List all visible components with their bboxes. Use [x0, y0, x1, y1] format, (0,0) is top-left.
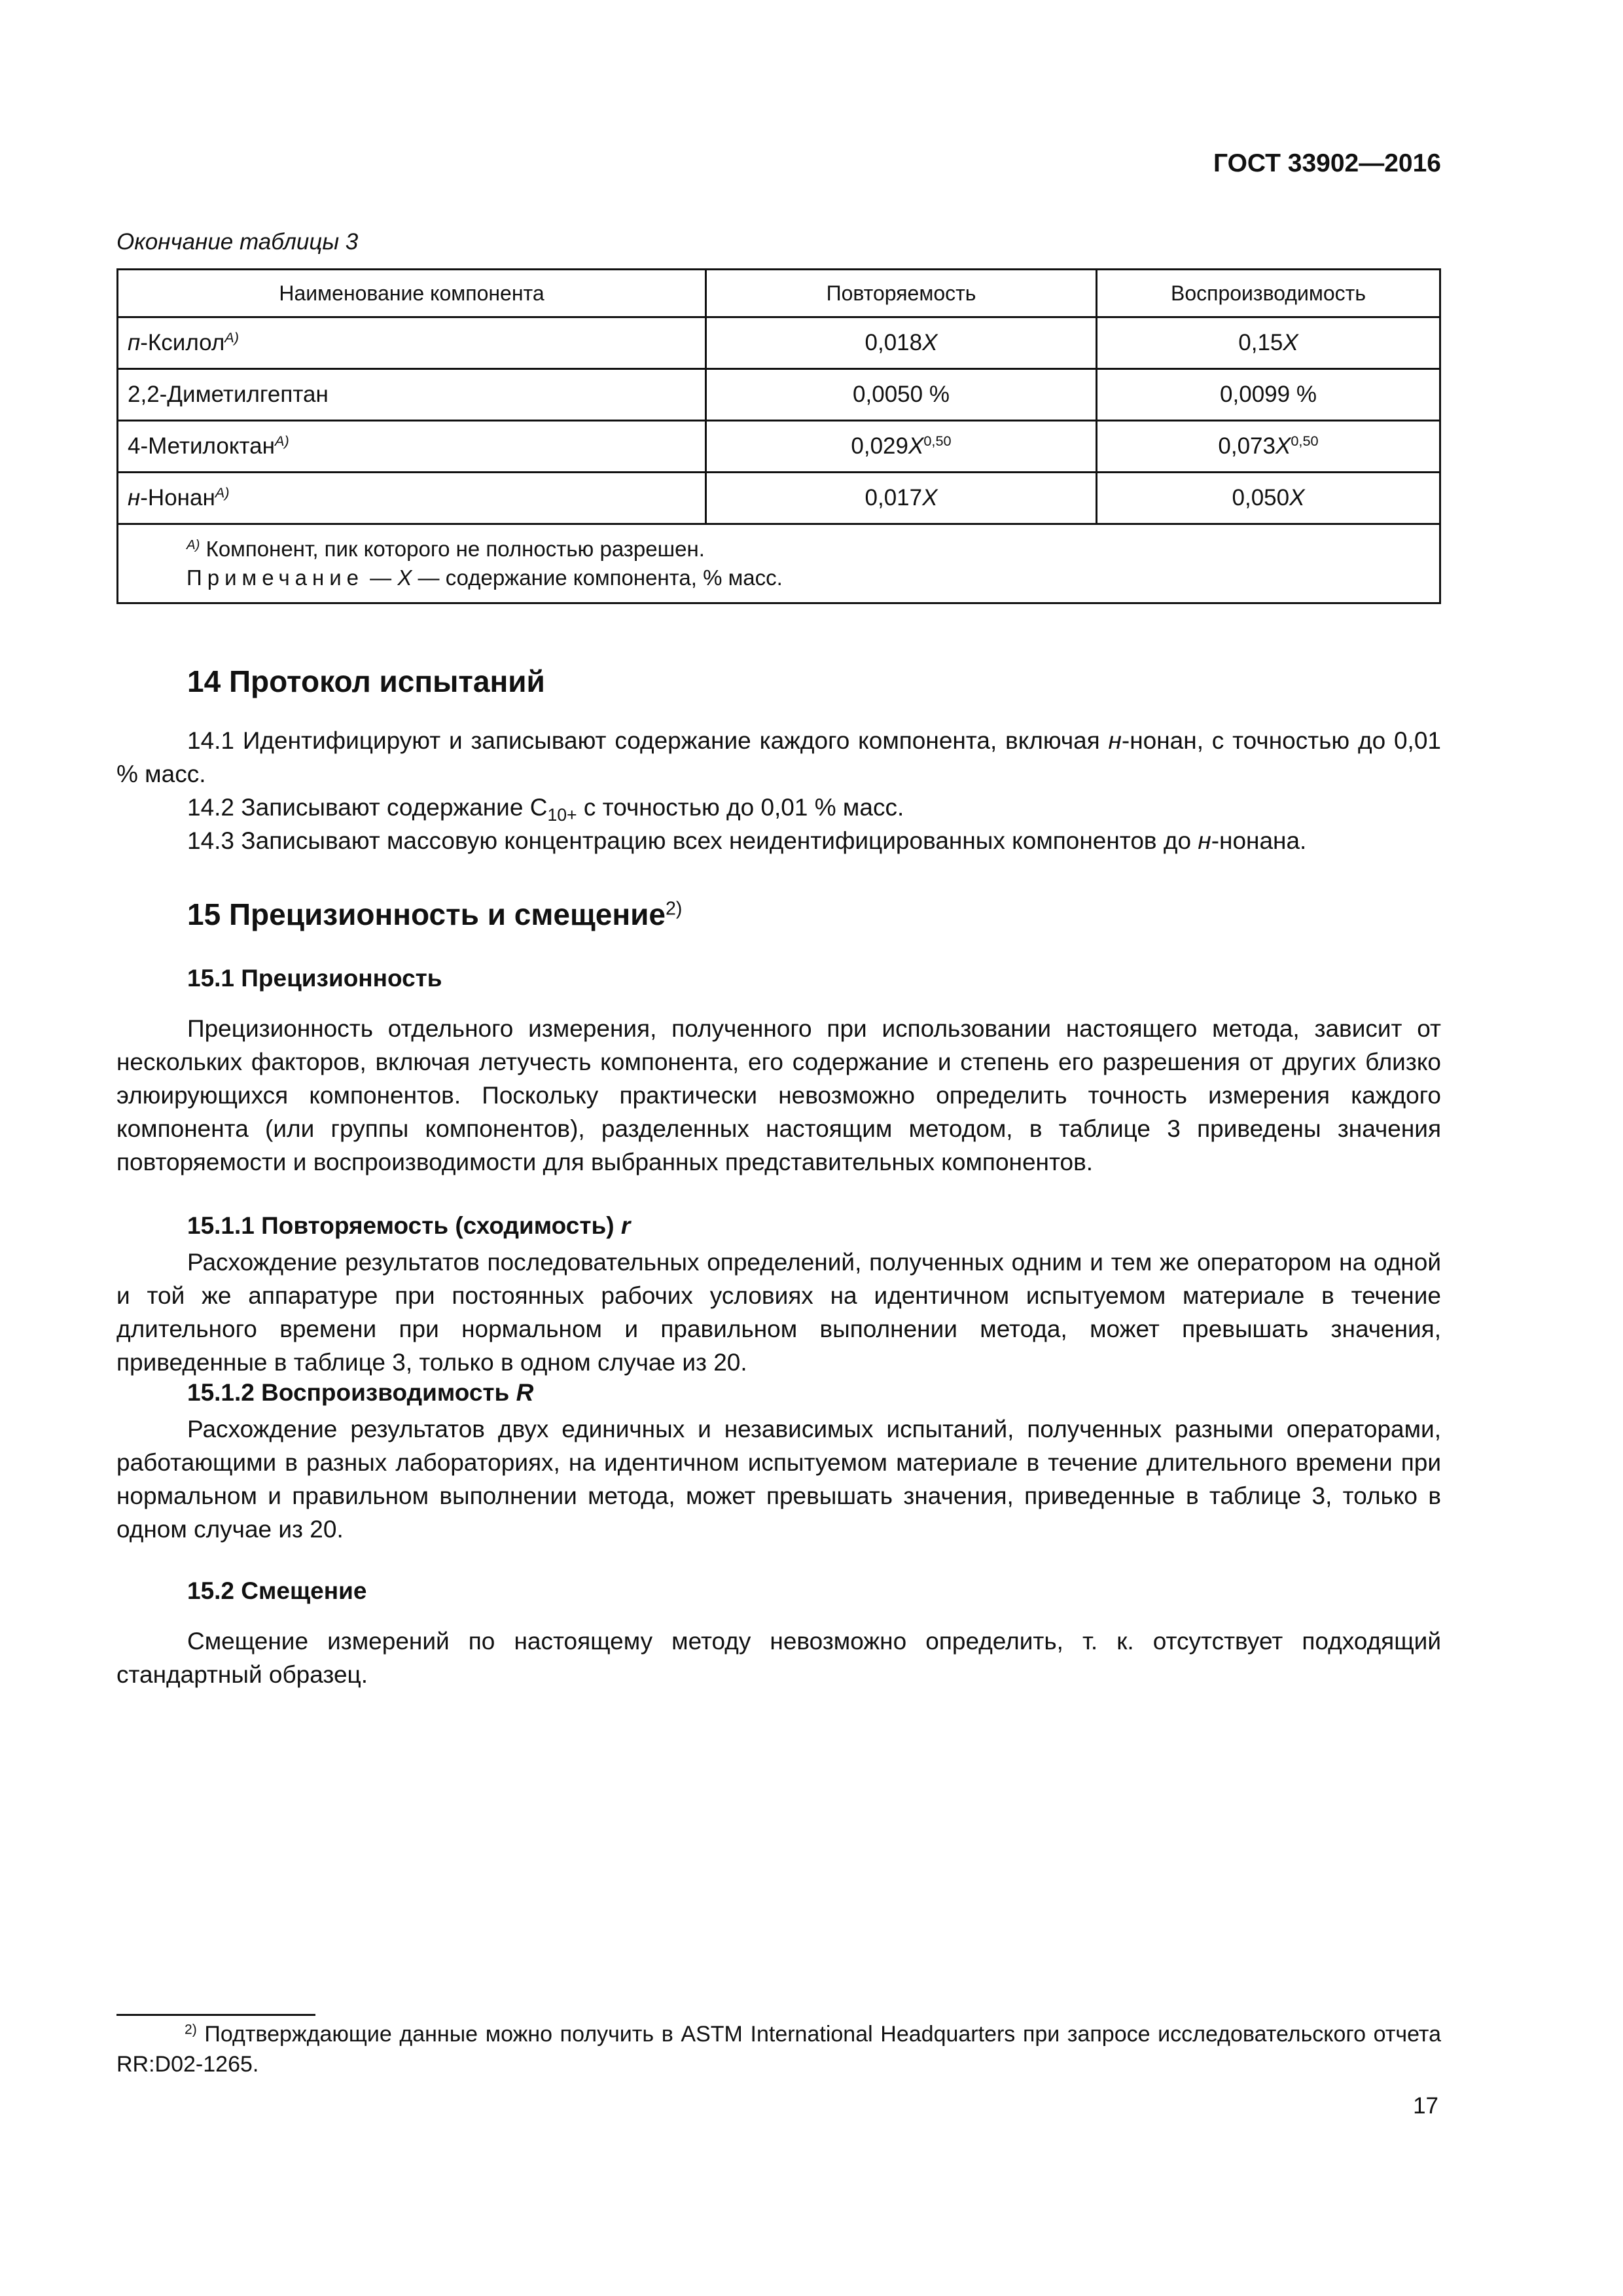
section-15-title-text: 15 Прецизионность и смещение [187, 897, 666, 931]
section-14-title: 14 Протокол испытаний [187, 664, 545, 698]
table-row [118, 317, 1440, 369]
p14-1-text-b: -нонан, с точностью до 0,01 % масс. [116, 727, 1441, 787]
paragraph-15-1-1: Расхождение результатов последовательных определений, полученных одним и тем же оператором на одной и той же аппаратуре при постоянных рабочих условиях на идентичном испытуемом материале в течение длительного времени при нормальном и правильном выполнении метода, может превышать значения, приведенные в таблице 3, только в одном случае из 20. [116, 1249, 1441, 1376]
page-footnote-text: Подтверждающие данные можно получить в ASTM International Headquarters при запросе исследовательского отчета RR:D02-1265. [116, 2022, 1441, 2077]
note-dash: — [364, 565, 398, 590]
reproducibility-coef: 0,073 [1218, 433, 1275, 459]
component-cell [118, 473, 706, 524]
table-notes-cell [118, 524, 1440, 603]
section-15-1-title: 15.1 Прецизионность [187, 965, 442, 992]
section-15-1-1-title-text: 15.1.1 Повторяемость (сходимость) [187, 1212, 621, 1239]
paragraph-15-2: Смещение измерений по настоящему методу невозможно определить, т. к. отсутствует подходящий стандартный образец. [116, 1628, 1441, 1688]
component-name: -Нонан [140, 485, 215, 511]
repeatability-coef: 0,017 [865, 485, 923, 511]
page-number: 17 [1413, 2093, 1438, 2119]
repeatability-coef: 0,018 [865, 330, 923, 355]
component-name: -Ксилол [140, 330, 225, 355]
section-15-1-2-title [187, 1379, 533, 1407]
reproducibility-cell [1097, 421, 1440, 473]
paragraph-15-1: Прецизионность отдельного измерения, полученного при использовании настоящего метода, зависит от нескольких факторов, включая летучесть компонента, его содержание и степень его разрешения от других близко элюирующихся компонентов. Поскольку практически невозможно определить точность измерения каждого компонента (или группы компонентов), разделенных настоящим методом, в таблице 3 приведены значения повторяемости и воспроизводимости для выбранных представительных компонентов. [116, 1015, 1441, 1175]
document-id: ГОСТ 33902—2016 [1213, 149, 1441, 177]
component-prefix: п [128, 330, 141, 355]
p14-2-text-a: 14.2 Записывают содержание C [187, 794, 548, 821]
paragraph-14-2 [116, 791, 1441, 824]
note-var: X [397, 565, 412, 590]
paragraph-14-1 [116, 724, 1441, 791]
table-footnote [187, 535, 1430, 564]
repeatability-coef: 0,029 [851, 433, 908, 459]
p14-1-italic: н [1108, 727, 1122, 754]
table-row [118, 369, 1440, 421]
table-row [118, 421, 1440, 473]
p14-2-subscript: 10+ [547, 804, 577, 825]
repeatability-var: X [922, 330, 938, 355]
component-prefix: н [128, 485, 141, 511]
footnote-marker: А) [215, 484, 230, 501]
component-cell [118, 421, 706, 473]
note-label: Примечание [187, 565, 365, 590]
page-footnote [116, 2019, 1441, 2079]
column-header-repeatability: Повторяемость [706, 270, 1097, 317]
component-name: 4-Метилоктан [128, 433, 275, 459]
reproducibility-var: X [1283, 330, 1298, 355]
column-header-component: Наименование компонента [118, 270, 706, 317]
repeatability-exponent: 0,50 [923, 433, 952, 450]
reproducibility-var: X [1275, 433, 1291, 459]
reproducibility-coef: 0,15 [1238, 330, 1283, 355]
repeatability-cell: 0,0050 % [706, 369, 1097, 421]
p14-3-text-b: -нонана. [1211, 827, 1307, 854]
footnote-marker: А) [224, 329, 239, 346]
repeatability-cell [706, 473, 1097, 524]
section-15-footnote-marker: 2) [666, 898, 683, 920]
page-footnote-marker: 2) [185, 2022, 197, 2037]
footnote-marker: А) [187, 537, 200, 552]
reproducibility-cell: 0,0099 % [1097, 369, 1440, 421]
section-15-2-title: 15.2 Смещение [187, 1577, 367, 1604]
component-cell [118, 369, 706, 421]
section-15-1-2-var: R [516, 1379, 534, 1406]
section-15-1-2-title-text: 15.1.2 Воспроизводимость [187, 1379, 516, 1406]
reproducibility-exponent: 0,50 [1291, 433, 1319, 450]
repeatability-var: X [908, 433, 924, 459]
p14-1-text-a: 14.1 Идентифицируют и записывают содержание каждого компонента, включая [187, 727, 1109, 754]
component-name: 2,2-Диметилгептан [128, 382, 329, 407]
table-header-row [118, 270, 1440, 317]
paragraph-14-3 [116, 824, 1441, 857]
repeatability-cell [706, 317, 1097, 369]
section-15-1-1-title [187, 1212, 630, 1240]
component-cell [118, 317, 706, 369]
repeatability-cell [706, 421, 1097, 473]
precision-table [116, 268, 1441, 604]
paragraph-15-1-2: Расхождение результатов двух единичных и независимых испытаний, полученных разными операторами, работающими в разных лабораториях, на идентичном испытуемом материале в течение длительного времени при нормальном и правильном выполнении метода, может превышать значения, приведенные в таблице 3, только в одном случае из 20. [116, 1416, 1441, 1543]
reproducibility-cell [1097, 473, 1440, 524]
footnote-marker: А) [274, 433, 289, 450]
p14-3-text-a: 14.3 Записывают массовую концентрацию всех неидентифицированных компонентов до [187, 827, 1198, 854]
table-note [187, 564, 1430, 592]
p14-3-italic: н [1198, 827, 1211, 854]
table-caption: Окончание таблицы 3 [116, 229, 359, 255]
reproducibility-cell [1097, 317, 1440, 369]
table-row [118, 473, 1440, 524]
note-text: — содержание компонента, % масс. [412, 565, 783, 590]
reproducibility-var: X [1289, 485, 1305, 511]
table-notes-row [118, 524, 1440, 603]
section-15-1-1-var: r [620, 1212, 631, 1239]
repeatability-var: X [922, 485, 938, 511]
p14-2-text-b: с точностью до 0,01 % масс. [577, 794, 904, 821]
column-header-reproducibility: Воспроизводимость [1097, 270, 1440, 317]
section-15-title [187, 897, 682, 932]
table-footnote-text: Компонент, пик которого не полностью разрешен. [200, 537, 705, 561]
footnote-separator [116, 2014, 315, 2016]
reproducibility-coef: 0,050 [1232, 485, 1290, 511]
